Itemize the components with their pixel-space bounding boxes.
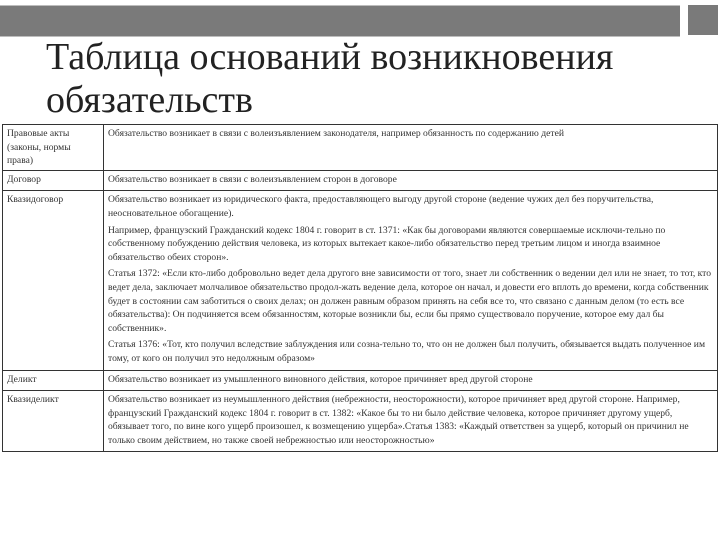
description-cell	[104, 125, 718, 171]
corner-square	[688, 5, 718, 35]
table-row	[3, 391, 718, 452]
description-paragraph: Обязательство возникает из юридического факта, предоставляющего выгоду другой стороне (ведение чужих дел без поручительства, неосновательное обогащение).	[108, 194, 654, 219]
header-bar	[0, 5, 680, 37]
table-row	[3, 125, 718, 171]
term-cell: Квазиделикт	[3, 391, 104, 452]
bases-table-container	[2, 124, 718, 452]
description-cell	[104, 391, 718, 452]
table-row	[3, 191, 718, 370]
description-cell	[104, 370, 718, 391]
description-cell	[104, 170, 718, 191]
term-cell: Деликт	[3, 370, 104, 391]
table-row	[3, 370, 718, 391]
slide-title: Таблица оснований возникновения обязательств	[46, 36, 614, 121]
description-paragraph: Обязательство возникает в связи с волеизъявлением сторон в договоре	[108, 173, 397, 185]
bases-table	[2, 124, 718, 452]
description-cell	[104, 191, 718, 370]
description-paragraph: Обязательство возникает из неумышленного действия (небрежности, неосторожности), которое причиняет вред другой стороне. Например, французский Гражданский кодекс 1804 г. говорит в ст. 1382: «Какое бы то ни было действие человека, которое причиняет другому ущерб, обязывает того, по вине кого ущерб произошел, к возмещению ущерба».Статья 1383: «Каждый ответствен за ущерб, который он причинил не только своим действием, но также своей небрежностью или неосторожностью»	[108, 394, 689, 446]
description-paragraph: Обязательство возникает в связи с волеизъявлением законодателя, например обязанность по содержанию детей	[108, 128, 564, 139]
term-cell: Правовые акты (законы, нормы права)	[3, 125, 104, 171]
description-paragraph: Обязательство возникает из умышленного виновного действия, которое причиняет вред другой стороне	[108, 373, 533, 385]
description-paragraph: Статья 1376: «Тот, кто получил вследствие заблуждения или созна-тельно то, что он не должен был получить, обязывается выдать полученное им тому, от кого он получил это недолжным образом»	[108, 339, 706, 364]
table-row	[3, 170, 718, 191]
term-cell: Договор	[3, 170, 104, 191]
description-paragraph: Например, французский Гражданский кодекс 1804 г. говорит в ст. 1371: «Как бы договорами являются совершаемые исключи-тельно по собственному побуждению действия человека, из которых вытекает какое-либо обязательство перед третьим лицом и иногда взаимное обязательство обеих сторон».	[108, 224, 666, 263]
description-paragraph: Статья 1372: «Если кто-либо добровольно ведет дела другого вне зависимости от того, знает ли собственник о ведении дел или не знает, то тот, кто ведет дела, заключает молчаливое обязательство продол-жать ведение дела, которое он начал, и довести его вплоть до времени, когда собственник будет в состоянии сам заботиться о своих делах; он должен равным образом принять на себя все то, что связано с данным делом (то есть все обязательства): Он подчиняется всем обязанностям, которые возникли бы, если бы прямо существовало поручение, которое ему дал бы собственник».	[108, 268, 712, 334]
term-cell: Квазидоговор	[3, 191, 104, 370]
